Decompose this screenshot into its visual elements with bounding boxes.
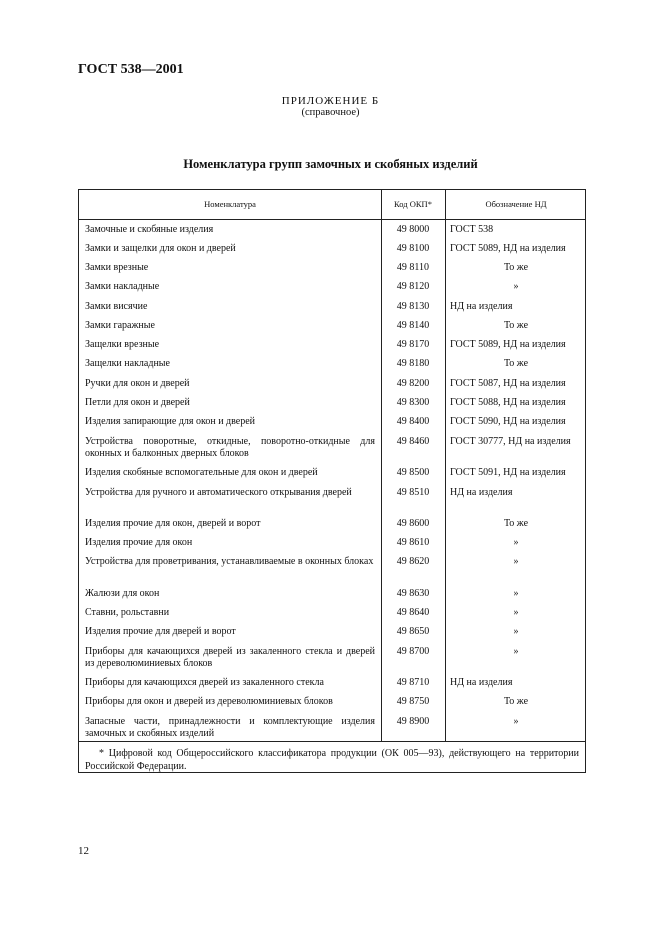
row-name: Защелки накладные	[85, 358, 170, 369]
row-name: Изделия прочие для окон, дверей и ворот	[85, 518, 261, 529]
row-name: Устройства для ручного и автоматического открывания дверей	[85, 487, 352, 498]
row-name: Ручки для окон и дверей	[85, 378, 190, 389]
row-code: 49 8600	[396, 518, 430, 529]
page-number: 12	[78, 845, 89, 857]
row-code: 49 8170	[396, 339, 430, 350]
row-nd: ГОСТ 5088, НД на изделия	[450, 397, 566, 408]
row-nd: »	[513, 646, 519, 657]
document-code: ГОСТ 538—2001	[78, 62, 184, 77]
row-name: Защелки врезные	[85, 339, 160, 350]
row-name: Приборы для окон и дверей из дереволюминиевых блоков	[85, 696, 333, 707]
row-nd: НД на изделия	[450, 301, 513, 312]
appendix-title: ПРИЛОЖЕНИЕ Б	[281, 95, 380, 107]
row-code: 49 8110	[396, 262, 430, 273]
table-title: Номенклатура групп замочных и скобяных изделий	[183, 157, 478, 171]
row-nd: ГОСТ 5089, НД на изделия	[450, 339, 566, 350]
row-name: Петли для окон и дверей	[85, 397, 190, 408]
row-nd: »	[513, 281, 519, 292]
row-name: Замочные и скобяные изделия	[85, 224, 214, 235]
row-code: 49 8710	[396, 677, 430, 688]
row-name: Устройства для проветривания, устанавливаемые в оконных блоках	[85, 556, 374, 567]
row-name: Жалюзи для окон	[85, 588, 160, 599]
row-nd: ГОСТ 538	[450, 224, 494, 235]
row-name: Замки висячие	[85, 301, 148, 312]
row-name: Замки накладные	[85, 281, 160, 292]
column-header-code: Код ОКП*	[394, 199, 432, 209]
row-name: Изделия прочие для окон	[85, 537, 193, 548]
nomenclature-table	[78, 189, 586, 773]
row-code: 49 8400	[396, 416, 430, 427]
row-code: 49 8300	[396, 397, 430, 408]
row-name: Замки гаражные	[85, 320, 155, 331]
row-code: 49 8650	[396, 626, 430, 637]
footnote-divider	[79, 741, 585, 742]
row-name: Изделия запирающие для окон и дверей	[85, 416, 256, 427]
row-name: Устройства поворотные, откидные, поворотно-откидные для оконных и балконных дверных блоков	[85, 436, 375, 459]
row-nd: »	[513, 588, 519, 599]
column-header-name: Номенклатура	[204, 199, 256, 209]
row-nd: ГОСТ 5091, НД на изделия	[450, 467, 566, 478]
row-nd: НД на изделия	[450, 677, 513, 688]
row-nd: То же	[503, 358, 529, 369]
row-nd: То же	[503, 696, 529, 707]
row-code: 49 8900	[396, 716, 430, 727]
row-nd: НД на изделия	[450, 487, 513, 498]
row-code: 49 8460	[396, 436, 430, 447]
row-code: 49 8750	[396, 696, 430, 707]
row-nd: То же	[503, 320, 529, 331]
row-code: 49 8200	[396, 378, 430, 389]
row-name: Замки и защелки для окон и дверей	[85, 243, 236, 254]
row-code: 49 8620	[396, 556, 430, 567]
row-nd: »	[513, 607, 519, 618]
row-name: Запасные части, принадлежности и комплектующие изделия замочных и скобяных изделий	[85, 716, 375, 739]
row-code: 49 8500	[396, 467, 430, 478]
row-code: 49 8630	[396, 588, 430, 599]
row-nd: »	[513, 537, 519, 548]
row-code: 49 8610	[396, 537, 430, 548]
row-code: 49 8120	[396, 281, 430, 292]
row-name: Ставни, рольставни	[85, 607, 170, 618]
row-nd: »	[513, 626, 519, 637]
row-nd: ГОСТ 5090, НД на изделия	[450, 416, 566, 427]
row-name: Изделия прочие для дверей и ворот	[85, 626, 236, 637]
row-nd: То же	[503, 518, 529, 529]
row-nd: ГОСТ 30777, НД на изделия	[450, 436, 571, 447]
row-code: 49 8140	[396, 320, 430, 331]
header-divider	[79, 219, 585, 220]
row-code: 49 8700	[396, 646, 430, 657]
row-code: 49 8510	[396, 487, 430, 498]
row-code: 49 8180	[396, 358, 430, 369]
column-header-nd: Обозначение НД	[485, 199, 547, 209]
row-nd: ГОСТ 5087, НД на изделия	[450, 378, 566, 389]
row-name: Изделия скобяные вспомогательные для окон и дверей	[85, 467, 318, 478]
footnote: * Цифровой код Общероссийского классификатора продукции (ОК 005—93), действующего на территории Российской Федерации.	[85, 748, 579, 772]
row-name: Приборы для качающихся дверей из закаленного стекла и дверей из дереволюминиевых блоков	[85, 646, 375, 669]
row-nd: То же	[503, 262, 529, 273]
row-code: 49 8100	[396, 243, 430, 254]
row-nd: »	[513, 556, 519, 567]
row-name: Приборы для качающихся дверей из закаленного стекла	[85, 677, 324, 688]
row-name: Замки врезные	[85, 262, 149, 273]
row-code: 49 8640	[396, 607, 430, 618]
row-nd: ГОСТ 5089, НД на изделия	[450, 243, 566, 254]
row-code: 49 8130	[396, 301, 430, 312]
appendix-subtitle: (справочное)	[301, 107, 360, 118]
row-code: 49 8000	[396, 224, 430, 235]
row-nd: »	[513, 716, 519, 727]
